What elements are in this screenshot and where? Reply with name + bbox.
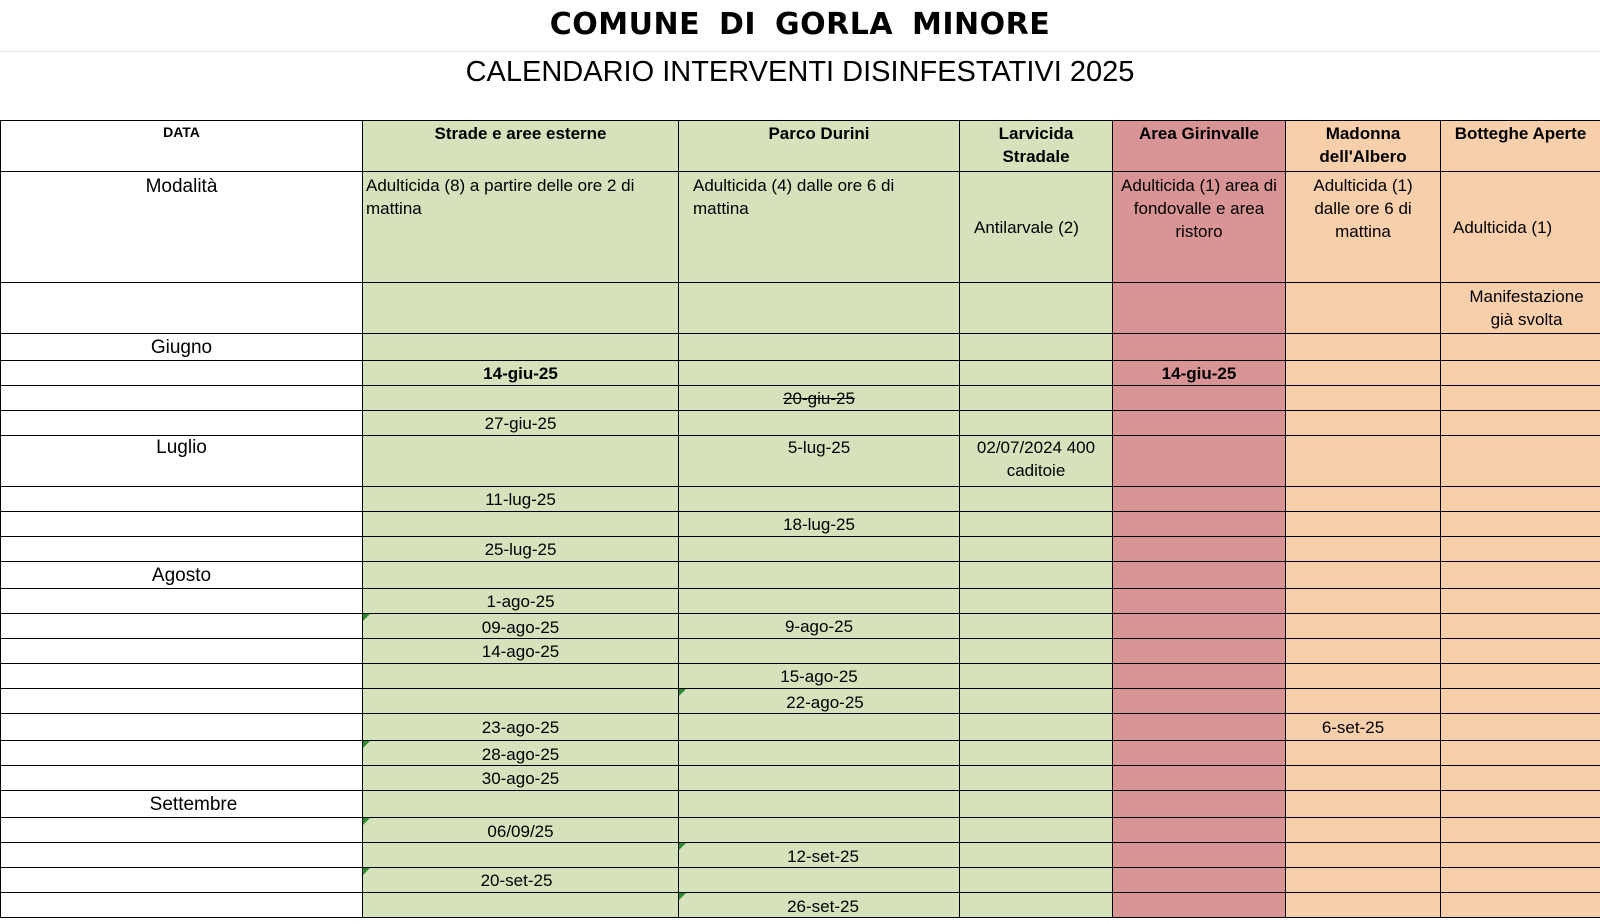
empty-cell[interactable] bbox=[679, 818, 960, 843]
empty-cell[interactable] bbox=[363, 791, 679, 818]
municipality-title: COMUNE DI GORLA MINORE bbox=[549, 7, 1051, 42]
date-rows bbox=[1, 334, 1600, 918]
date-row bbox=[1, 639, 1600, 664]
empty-cell[interactable] bbox=[960, 843, 1113, 868]
strade-date-cell[interactable]: 06/09/25 bbox=[363, 818, 679, 843]
empty-cell[interactable] bbox=[1286, 664, 1441, 689]
empty-cell[interactable] bbox=[1113, 766, 1286, 791]
note-cell[interactable] bbox=[1, 283, 363, 334]
empty-cell[interactable] bbox=[1113, 741, 1286, 766]
note-cell[interactable] bbox=[1286, 283, 1441, 334]
madonna-date-cell[interactable]: 6-set-25 bbox=[1286, 714, 1441, 741]
empty-cell[interactable] bbox=[1286, 639, 1441, 664]
note-row bbox=[1, 283, 1600, 334]
empty-cell[interactable] bbox=[960, 893, 1113, 918]
empty-cell[interactable] bbox=[1286, 818, 1441, 843]
empty-cell[interactable] bbox=[1113, 334, 1286, 361]
empty-cell[interactable] bbox=[1441, 766, 1600, 791]
modalita-botteghe[interactable]: Adulticida (1) bbox=[1441, 172, 1600, 283]
empty-cell[interactable] bbox=[1286, 512, 1441, 537]
empty-cell[interactable] bbox=[1441, 436, 1600, 487]
empty-cell[interactable] bbox=[1441, 512, 1600, 537]
modalita-larvicida[interactable]: Antilarvale (2) bbox=[960, 172, 1113, 283]
empty-cell[interactable] bbox=[1113, 614, 1286, 639]
empty-cell[interactable] bbox=[1441, 562, 1600, 589]
empty-cell[interactable] bbox=[1441, 818, 1600, 843]
date-cell[interactable] bbox=[1, 664, 363, 689]
modalita-label[interactable]: Modalità bbox=[1, 172, 363, 283]
parco-date-cell[interactable]: 26-set-25 bbox=[679, 893, 960, 918]
empty-cell[interactable] bbox=[1113, 436, 1286, 487]
empty-cell[interactable] bbox=[1441, 537, 1600, 562]
date-cell[interactable] bbox=[1, 614, 363, 639]
empty-cell[interactable] bbox=[1113, 487, 1286, 512]
date-row bbox=[1, 818, 1600, 843]
month-row-settembre bbox=[1, 791, 1600, 818]
empty-cell[interactable] bbox=[1113, 791, 1286, 818]
empty-cell[interactable] bbox=[679, 639, 960, 664]
empty-cell[interactable] bbox=[960, 386, 1113, 411]
empty-cell[interactable] bbox=[679, 791, 960, 818]
empty-cell[interactable] bbox=[960, 664, 1113, 689]
empty-cell[interactable] bbox=[363, 664, 679, 689]
note-cell[interactable] bbox=[1113, 283, 1286, 334]
empty-cell[interactable] bbox=[1286, 766, 1441, 791]
empty-cell[interactable] bbox=[960, 639, 1113, 664]
date-row bbox=[1, 689, 1600, 714]
empty-cell[interactable] bbox=[1441, 361, 1600, 386]
strade-date-cell[interactable]: 14-giu-25 bbox=[363, 361, 679, 386]
date-row bbox=[1, 741, 1600, 766]
empty-cell[interactable] bbox=[363, 689, 679, 714]
empty-cell[interactable] bbox=[1113, 512, 1286, 537]
column-header-larvicida[interactable]: Larvicida Stradale bbox=[960, 121, 1113, 172]
parco-date-cell[interactable]: 9-ago-25 bbox=[679, 614, 960, 639]
empty-cell[interactable] bbox=[363, 334, 679, 361]
empty-cell[interactable] bbox=[363, 512, 679, 537]
strade-date-cell[interactable]: 11-lug-25 bbox=[363, 487, 679, 512]
date-cell[interactable] bbox=[1, 766, 363, 791]
empty-cell[interactable] bbox=[1441, 589, 1600, 614]
month-label[interactable]: Agosto bbox=[1, 562, 363, 589]
date-row bbox=[1, 411, 1600, 436]
empty-cell[interactable] bbox=[1286, 614, 1441, 639]
empty-cell[interactable] bbox=[363, 843, 679, 868]
parco-date-cell[interactable]: 18-lug-25 bbox=[679, 512, 960, 537]
date-row bbox=[1, 589, 1600, 614]
empty-cell[interactable] bbox=[1441, 689, 1600, 714]
strade-date-cell[interactable]: 14-ago-25 bbox=[363, 639, 679, 664]
date-row bbox=[1, 714, 1600, 741]
empty-cell[interactable] bbox=[1113, 664, 1286, 689]
date-row bbox=[1, 893, 1600, 918]
empty-cell[interactable] bbox=[363, 562, 679, 589]
empty-cell[interactable] bbox=[1113, 386, 1286, 411]
date-row bbox=[1, 614, 1600, 639]
empty-cell[interactable] bbox=[960, 791, 1113, 818]
empty-cell[interactable] bbox=[1441, 614, 1600, 639]
girinvalle-date-cell[interactable]: 14-giu-25 bbox=[1113, 361, 1286, 386]
empty-cell[interactable] bbox=[1286, 537, 1441, 562]
empty-cell[interactable] bbox=[363, 386, 679, 411]
empty-cell[interactable] bbox=[679, 741, 960, 766]
empty-cell[interactable] bbox=[960, 487, 1113, 512]
empty-cell[interactable] bbox=[1286, 361, 1441, 386]
empty-cell[interactable] bbox=[1441, 714, 1600, 741]
empty-cell[interactable] bbox=[679, 589, 960, 614]
empty-cell[interactable] bbox=[1286, 843, 1441, 868]
empty-cell[interactable] bbox=[679, 361, 960, 386]
date-cell[interactable] bbox=[1, 818, 363, 843]
column-header-madonna[interactable]: Madonna dell'Albero bbox=[1286, 121, 1441, 172]
empty-cell[interactable] bbox=[1113, 589, 1286, 614]
date-cell[interactable] bbox=[1, 689, 363, 714]
date-cell[interactable] bbox=[1, 589, 363, 614]
empty-cell[interactable] bbox=[363, 436, 679, 487]
empty-cell[interactable] bbox=[1286, 741, 1441, 766]
date-cell[interactable] bbox=[1, 361, 363, 386]
column-header-botteghe[interactable]: Botteghe Aperte bbox=[1441, 121, 1600, 172]
empty-cell[interactable] bbox=[1441, 843, 1600, 868]
empty-cell[interactable] bbox=[679, 487, 960, 512]
date-cell[interactable] bbox=[1, 714, 363, 741]
empty-cell[interactable] bbox=[363, 893, 679, 918]
empty-cell[interactable] bbox=[679, 334, 960, 361]
empty-cell[interactable] bbox=[1113, 689, 1286, 714]
note-cell[interactable] bbox=[960, 283, 1113, 334]
month-label[interactable]: Settembre bbox=[1, 791, 363, 818]
empty-cell[interactable] bbox=[679, 714, 960, 741]
empty-cell[interactable] bbox=[1113, 843, 1286, 868]
empty-cell[interactable] bbox=[1113, 893, 1286, 918]
empty-cell[interactable] bbox=[1113, 714, 1286, 741]
empty-cell[interactable] bbox=[679, 766, 960, 791]
calendar-subtitle: CALENDARIO INTERVENTI DISINFESTATIVI 2025 bbox=[465, 56, 1135, 88]
date-cell[interactable] bbox=[1, 487, 363, 512]
empty-cell[interactable] bbox=[1441, 334, 1600, 361]
empty-cell[interactable] bbox=[960, 512, 1113, 537]
date-cell[interactable] bbox=[1, 512, 363, 537]
column-header-parco[interactable]: Parco Durini bbox=[679, 121, 960, 172]
header-row bbox=[1, 121, 1600, 172]
empty-cell[interactable] bbox=[1441, 664, 1600, 689]
date-cell[interactable] bbox=[1, 741, 363, 766]
empty-cell[interactable] bbox=[1286, 893, 1441, 918]
note-cell[interactable] bbox=[679, 283, 960, 334]
empty-cell[interactable] bbox=[1441, 893, 1600, 918]
date-row bbox=[1, 487, 1600, 512]
empty-cell[interactable] bbox=[960, 714, 1113, 741]
empty-cell[interactable] bbox=[679, 411, 960, 436]
empty-cell[interactable] bbox=[1113, 818, 1286, 843]
empty-cell[interactable] bbox=[1286, 334, 1441, 361]
date-cell[interactable] bbox=[1, 868, 363, 893]
parco-date-cell[interactable]: 20-giu-25 bbox=[679, 386, 960, 411]
schedule-table bbox=[0, 120, 1600, 918]
empty-cell[interactable] bbox=[1286, 868, 1441, 893]
empty-cell[interactable] bbox=[1286, 411, 1441, 436]
empty-cell[interactable] bbox=[960, 818, 1113, 843]
modalita-parco[interactable]: Adulticida (4) dalle ore 6 di mattina bbox=[679, 172, 960, 283]
empty-cell[interactable] bbox=[1286, 386, 1441, 411]
strade-date-cell[interactable]: 20-set-25 bbox=[363, 868, 679, 893]
empty-cell[interactable] bbox=[960, 868, 1113, 893]
empty-cell[interactable] bbox=[960, 411, 1113, 436]
empty-cell[interactable] bbox=[960, 741, 1113, 766]
empty-cell[interactable] bbox=[1286, 436, 1441, 487]
date-cell[interactable] bbox=[1, 386, 363, 411]
modalita-madonna[interactable]: Adulticida (1) dalle ore 6 di mattina bbox=[1286, 172, 1441, 283]
column-header-strade[interactable]: Strade e aree esterne bbox=[363, 121, 679, 172]
strade-date-cell[interactable]: 23-ago-25 bbox=[363, 714, 679, 741]
date-cell[interactable] bbox=[1, 537, 363, 562]
empty-cell[interactable] bbox=[1441, 868, 1600, 893]
date-row bbox=[1, 664, 1600, 689]
month-row-agosto bbox=[1, 562, 1600, 589]
empty-cell[interactable] bbox=[960, 361, 1113, 386]
month-label[interactable]: Giugno bbox=[1, 334, 363, 361]
empty-cell[interactable] bbox=[1286, 487, 1441, 512]
empty-cell[interactable] bbox=[960, 562, 1113, 589]
strade-date-cell[interactable]: 30-ago-25 bbox=[363, 766, 679, 791]
parco-date-cell[interactable]: 15-ago-25 bbox=[679, 664, 960, 689]
date-cell[interactable] bbox=[1, 411, 363, 436]
empty-cell[interactable] bbox=[1286, 791, 1441, 818]
empty-cell[interactable] bbox=[1441, 487, 1600, 512]
note-botteghe[interactable]: Manifestazione già svolta bbox=[1441, 283, 1600, 334]
empty-cell[interactable] bbox=[1441, 791, 1600, 818]
empty-cell[interactable] bbox=[960, 589, 1113, 614]
parco-date-cell[interactable]: 12-set-25 bbox=[679, 843, 960, 868]
date-cell[interactable] bbox=[1, 639, 363, 664]
parco-date-cell[interactable]: 22-ago-25 bbox=[679, 689, 960, 714]
date-row bbox=[1, 537, 1600, 562]
date-row bbox=[1, 766, 1600, 791]
empty-cell[interactable] bbox=[1113, 868, 1286, 893]
strade-date-cell[interactable]: 09-ago-25 bbox=[363, 614, 679, 639]
modalita-girinvalle[interactable]: Adulticida (1) area di fondovalle e area ristoro bbox=[1113, 172, 1286, 283]
date-row bbox=[1, 843, 1600, 868]
empty-cell[interactable] bbox=[1286, 562, 1441, 589]
parco-date-cell[interactable]: 5-lug-25 bbox=[679, 436, 960, 487]
empty-cell[interactable] bbox=[960, 689, 1113, 714]
strade-date-cell[interactable]: 28-ago-25 bbox=[363, 741, 679, 766]
empty-cell[interactable] bbox=[679, 562, 960, 589]
column-header-data[interactable]: DATA bbox=[1, 121, 363, 172]
strade-date-cell[interactable]: 1-ago-25 bbox=[363, 589, 679, 614]
larvicida-date-cell[interactable]: 02/07/2024 400 caditoie bbox=[960, 436, 1113, 487]
date-row bbox=[1, 386, 1600, 411]
empty-cell[interactable] bbox=[1441, 741, 1600, 766]
strade-date-cell[interactable]: 25-lug-25 bbox=[363, 537, 679, 562]
date-row bbox=[1, 868, 1600, 893]
empty-cell[interactable] bbox=[960, 334, 1113, 361]
empty-cell[interactable] bbox=[1286, 689, 1441, 714]
date-cell[interactable] bbox=[1, 893, 363, 918]
modalita-strade[interactable]: Adulticida (8) a partire delle ore 2 di mattina bbox=[363, 172, 679, 283]
month-row-giugno bbox=[1, 334, 1600, 361]
note-cell[interactable] bbox=[363, 283, 679, 334]
empty-cell[interactable] bbox=[1113, 537, 1286, 562]
month-label[interactable]: Luglio bbox=[1, 436, 363, 487]
date-row bbox=[1, 512, 1600, 537]
month-row-luglio bbox=[1, 436, 1600, 487]
empty-cell[interactable] bbox=[1286, 589, 1441, 614]
empty-cell[interactable] bbox=[1113, 639, 1286, 664]
date-row bbox=[1, 361, 1600, 386]
empty-cell[interactable] bbox=[1113, 411, 1286, 436]
empty-cell[interactable] bbox=[679, 868, 960, 893]
empty-cell[interactable] bbox=[960, 766, 1113, 791]
empty-cell[interactable] bbox=[960, 614, 1113, 639]
empty-cell[interactable] bbox=[960, 537, 1113, 562]
empty-cell[interactable] bbox=[1441, 411, 1600, 436]
modalita-row bbox=[1, 172, 1600, 283]
date-cell[interactable] bbox=[1, 843, 363, 868]
empty-cell[interactable] bbox=[1441, 386, 1600, 411]
strade-date-cell[interactable]: 27-giu-25 bbox=[363, 411, 679, 436]
empty-cell[interactable] bbox=[1441, 639, 1600, 664]
column-header-girinvalle[interactable]: Area Girinvalle bbox=[1113, 121, 1286, 172]
empty-cell[interactable] bbox=[679, 537, 960, 562]
empty-cell[interactable] bbox=[1113, 562, 1286, 589]
